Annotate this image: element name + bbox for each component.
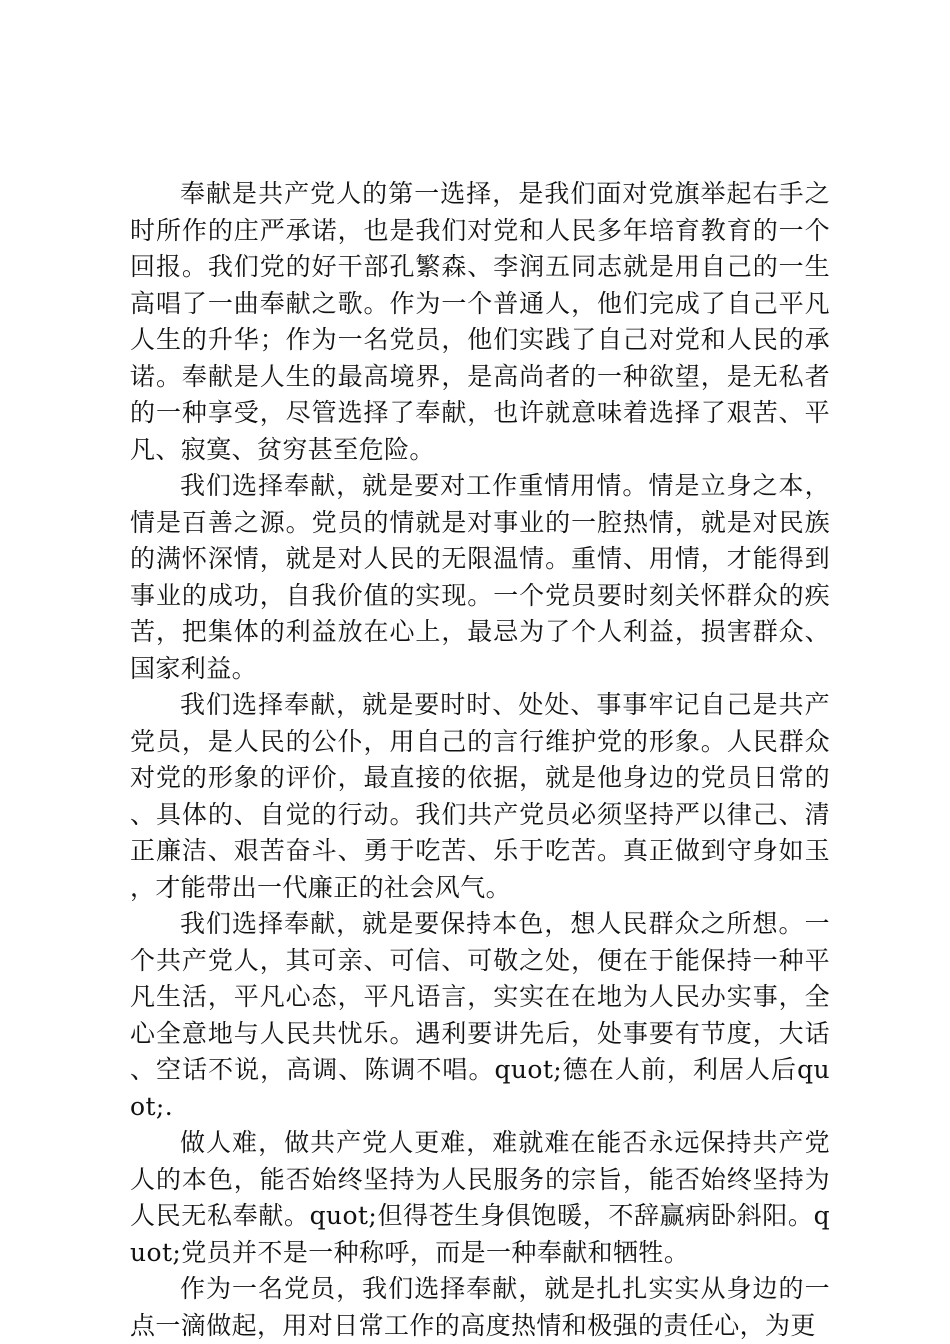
paragraph-6: 作为一名党员，我们选择奉献，就是扎扎实实从身边的一点一滴做起，用对日常工作的高度热情和极强的责任心，为更	[130, 1274, 830, 1340]
paragraph-2: 我们选择奉献，就是要对工作重情用情。情是立身之本，情是百善之源。党员的情就是对事业的一腔热情，就是对民族的满怀深情，就是对人民的无限温情。重情、用情，才能得到事业的成功，自我价值的实现。一个党员要时刻关怀群众的疾苦，把集体的利益放在心上，最忌为了个人利益，损害群众、国家利益。	[130, 471, 830, 683]
paragraph-5: 做人难，做共产党人更难，难就难在能否永远保持共产党人的本色，能否始终坚持为人民服务的宗旨，能否始终坚持为人民无私奉献。quot;但得苍生身俱饱暖，不辞赢病卧斜阳。quot;党员并不是一种称呼，而是一种奉献和牺牲。	[130, 1128, 830, 1267]
paragraph-1: 奉献是共产党人的第一选择，是我们面对党旗举起右手之时所作的庄严承诺，也是我们对党和人民多年培育教育的一个回报。我们党的好干部孔繁森、李润五同志就是用自己的一生高唱了一曲奉献之歌。作为一个普通人，他们完成了自己平凡人生的升华；作为一名党员，他们实践了自己对党和人民的承诺。奉献是人生的最高境界，是高尚者的一种欲望，是无私者的一种享受，尽管选择了奉献，也许就意味着选择了艰苦、平凡、寂寞、贫穷甚至危险。	[130, 179, 830, 464]
paragraph-4: 我们选择奉献，就是要保持本色，想人民群众之所想。一个共产党人，其可亲、可信、可敬之处，便在于能保持一种平凡生活，平凡心态，平凡语言，实实在在地为人民办实事，全心全意地与人民共忧乐。遇利要讲先后，处事要有节度，大话、空话不说，高调、陈调不唱。quot;德在人前，利居人后quot;.	[130, 909, 830, 1121]
paragraph-3: 我们选择奉献，就是要时时、处处、事事牢记自己是共产党员，是人民的公仆，用自己的言行维护党的形象。人民群众对党的形象的评价，最直接的依据，就是他身边的党员日常的、具体的、自觉的行动。我们共产党员必须坚持严以律己、清正廉洁、艰苦奋斗、勇于吃苦、乐于吃苦。真正做到守身如玉，才能带出一代廉正的社会风气。	[130, 690, 830, 902]
document-page	[130, 176, 830, 1344]
